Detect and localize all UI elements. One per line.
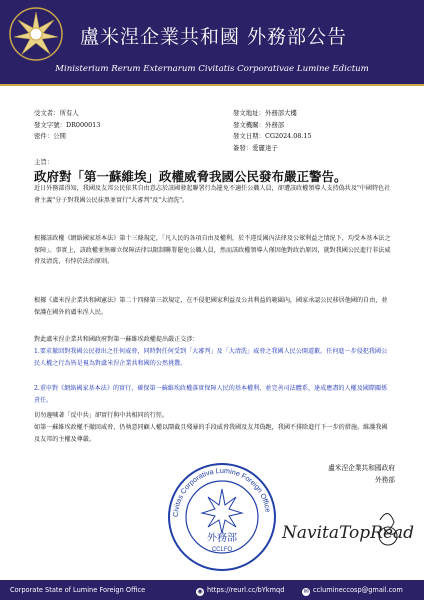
recipient-row: 受文者：所有人 [34, 109, 79, 117]
letterhead [0, 0, 424, 86]
handwritten-signature [280, 500, 415, 560]
mail-icon: ✉ [303, 588, 309, 595]
meta-left [34, 108, 100, 143]
headline: 政府對「第一蘇維埃」政權威脅我國公民發布嚴正警告。 [34, 169, 347, 184]
address-row: 發文地址：外務部大樓 [233, 109, 297, 117]
paragraph-3: 根據《盧米涅企業共和國憲法》第二十四條第三款規定，在不侵犯國家利益及公共利益的範圍內，國家承認公民移居他國的自由，並保護在國外的盧米涅人民。 [34, 297, 388, 316]
paragraph-2: 根據該政權《網絡國家基本法》第十三條規定，「凡人民的各項自由及權利，於不違反國內法律及公眾利益之情況下，均受本基本法之保障」。事實上，該政權並無確立保障法律以限制聯署罷免公職人員，然而該政權領導人僅因他對政治原因，就對我國公民進行非法威脅及清洗，有悖於法治原則。 [34, 235, 391, 265]
signatory-row: 簽發：愛麗達子 [233, 143, 278, 152]
doc-number-row: 發文字號：DR000013 [34, 120, 101, 129]
seal-ring-text: Civitas Corporativa Lumine Foreign Office [170, 465, 273, 518]
paragraph-1: 近日外務部得知，我國及友邦公民依其自由意志於該國發起聯署行為罷免不適任公職人員，卻遭該政權領導人支持偽共及"中國特色社會主義"分子對我國公民抹黑並實行"大審判"及"大清洗"。 [34, 185, 391, 204]
paragraph-warning: 切勿邊喊著「反中共」卻實行與中共相同的行徑。 [34, 412, 169, 419]
subject-label: 主旨： [34, 158, 54, 166]
seal-inner-text: 外務部 [207, 533, 237, 544]
meta-right [233, 108, 312, 154]
ministry-name: 外務部 [374, 475, 395, 484]
signature-text: NavitaTopRead [282, 523, 415, 543]
latin-subtitle: Ministerium Rerum Externarum Civitatis Corporativae Lumine Edictum [55, 64, 369, 74]
paragraph-4: 對此盧米涅企業共和國政府對第一蘇維埃政權提出嚴正交涉： [34, 336, 199, 343]
official-seal [166, 461, 278, 573]
footer-email[interactable]: ✉ cclumineccosp@gmail.com [303, 586, 403, 595]
footer-bar [0, 580, 424, 600]
paragraph-closing: 如第一蘇維埃政權不撤回威脅，仍執意同顧人權以鬧截且殘暴的手段威脅我國及友邦偽跑，我國不排除進行下一步的措施。維護我國及友邦的主權及尊嚴。 [34, 424, 388, 443]
issuer-row: 發文機關：外務部 [233, 120, 285, 129]
government-name: 盧米涅企業共和國政府 [328, 464, 395, 472]
signature-block [300, 463, 395, 486]
demand-1: 1.要求撤回對我國公民發出之任何威脅，同時對任何受到「大審判」及「大清洗」威脅之我國人民公開道歉。任何進一步侵犯我國公民人權之行為皆是視為對盧米涅企業共和國的公然挑釁。 [34, 348, 388, 367]
seal-abbreviation: CCLFO [211, 547, 233, 553]
footer-org: Corporate State of Lumine Foreign Office [10, 586, 146, 594]
footer-website[interactable]: ◉ https://reurl.cc/bYkmqd [197, 586, 285, 595]
web-icon: ◉ [197, 588, 203, 595]
emblem-icon [8, 6, 64, 62]
date-row: 發文日期：CG2024.08.15 [233, 132, 312, 140]
page-title: 盧米涅企業共和國 外務部公告 [80, 26, 348, 48]
demand-2: 2.重申對《網絡國家基本法》的實行，確保第一蘇維埃政權落實保障人民的基本權利，並完善司法體系，達成應盡的人權及國際關係責任。 [34, 385, 388, 404]
classification-row: 密件：公開 [34, 132, 66, 140]
